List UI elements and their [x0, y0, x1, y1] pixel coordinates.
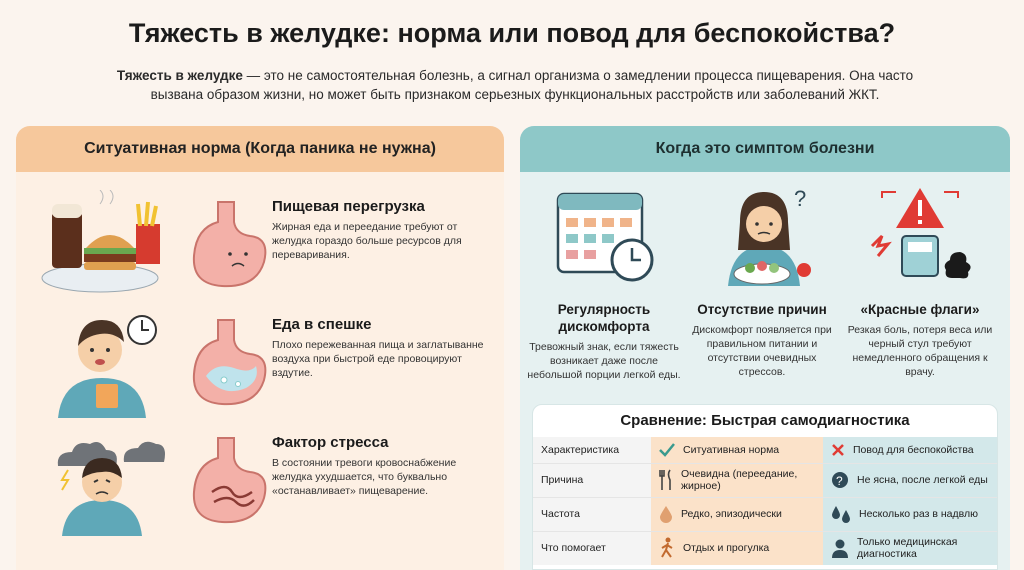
drops-icon	[831, 505, 851, 523]
item-stress	[16, 426, 504, 546]
red-flags-icon	[860, 182, 980, 292]
stomach-bloated-icon	[184, 314, 270, 410]
item-food-overload	[16, 190, 504, 310]
header-worry: Повод для беспокойства	[823, 437, 997, 463]
check-icon	[659, 443, 675, 457]
table-row: Что помогает Отдых и прогулка Только медицинская диагностика	[533, 531, 997, 565]
svg-text:?: ?	[836, 474, 843, 488]
col-text: Тревожный знак, если тяжесть возникает даже после небольшой порции легкой еды.	[527, 341, 681, 381]
walking-icon	[659, 537, 675, 559]
item-title: Фактор стресса	[272, 434, 389, 451]
woman-salad-icon	[702, 182, 822, 292]
stomach-knot-icon	[184, 432, 270, 528]
intro-text: Тяжесть в желудке — это не самостоятельная болезнь, а сигнал организма о замедлении процесса пищеварения. Она часто вызвана образом жизни, но может быть признаком серьезных функциональных расстройств или заболеваний ЖКТ.	[116, 68, 914, 102]
item-text: Жирная еда и переедание требуют от желудка гораздо больше ресурсов для переваривания.	[272, 221, 462, 261]
col-title: «Красные флаги»	[860, 302, 980, 317]
comparison-title: Сравнение: Быстрая самодиагностика	[620, 412, 910, 429]
item-text: В состоянии тревоги кровоснабжение желудка ухудшается, что буквально «останавливает» пищеварение.	[272, 457, 457, 497]
header-characteristic: Характеристика	[533, 437, 651, 463]
page-title: Тяжесть в желудке: норма или повод для беспокойства?	[128, 18, 896, 48]
fork-knife-icon	[659, 469, 673, 491]
normal-panel	[16, 126, 504, 570]
item-text: Плохо пережеванная пища и заглатыванне воздуха при быстрой еде провоцируют вздутие.	[272, 339, 484, 379]
col-title: Отсутствие причин	[697, 302, 827, 317]
col-red-flags	[842, 182, 998, 379]
calendar-clock-icon	[544, 182, 664, 292]
normal-panel-heading: Ситуативная норма (Когда паника не нужна)	[16, 126, 504, 172]
svg-text:?: ?	[794, 186, 807, 211]
table-row: Причина Очевидна (переедание, жирное) ? Не ясна, после легкой еды	[533, 463, 997, 497]
stressed-person-icon	[38, 426, 168, 536]
item-title: Пищевая перегрузка	[272, 198, 425, 215]
comparison-table	[532, 404, 998, 570]
disease-panel	[520, 126, 1010, 570]
item-eating-fast	[16, 308, 504, 428]
person-eating-icon	[38, 308, 168, 418]
question-bubble-icon	[831, 471, 849, 489]
stomach-sad-icon	[184, 196, 270, 292]
doctor-icon	[831, 538, 849, 558]
fast-food-icon	[38, 190, 168, 300]
disease-panel-heading: Когда это симптом болезни	[520, 126, 1010, 172]
col-text: Резкая боль, потеря веса или черный стул требуют немедленного обращения к врачу.	[847, 324, 993, 378]
header-norm: Ситуативная норма	[651, 437, 823, 463]
item-title: Еда в спешке	[272, 316, 372, 333]
cross-icon	[831, 443, 845, 457]
col-title: Регулярность дискомфорта	[557, 302, 651, 334]
drop-icon	[659, 505, 673, 523]
col-no-reason	[684, 182, 840, 379]
table-row: Частота Редко, эпизодически Несколько раз в надвлю	[533, 497, 997, 531]
col-text: Дискомфорт появляется при правильном питании и отсутствии очевидных стрессов.	[692, 324, 832, 378]
col-regularity	[526, 182, 682, 382]
